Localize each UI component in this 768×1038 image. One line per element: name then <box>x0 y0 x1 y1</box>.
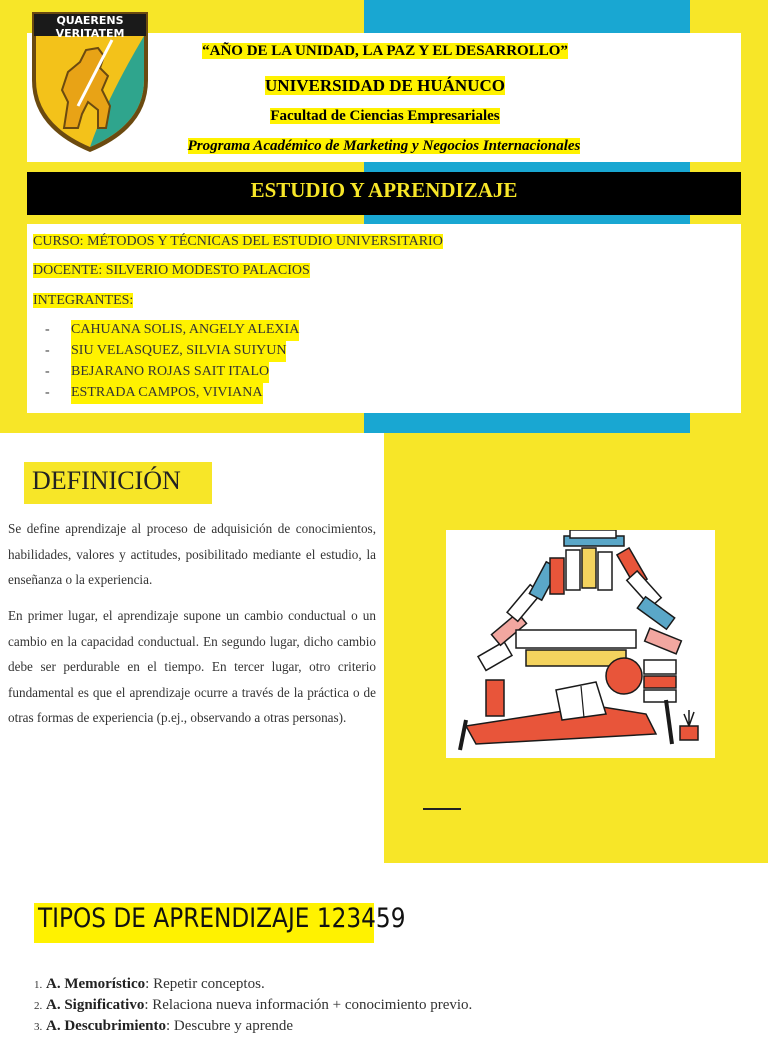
definition-paragraph-1: Se define aprendizaje al proceso de adquisición de conocimientos, habilidades, valores y actitudes, posibilitado mediante el estudio, la enseñanza o la experiencia. <box>8 521 376 587</box>
list-item: 3. A. Descubrimiento: Descubre y aprende <box>34 1018 294 1034</box>
document-title: ESTUDIO Y APRENDIZAJE <box>250 178 518 202</box>
tipos-list <box>34 974 472 1037</box>
list-item: 2. A. Significativo: Relaciona nueva información + conocimiento previo. <box>34 997 473 1013</box>
list-item: - CAHUANA SOLIS, ANGELY ALEXIA <box>45 320 299 341</box>
tipos-heading: TIPOS DE APRENDIZAJE 123459 <box>38 903 406 934</box>
university-name: UNIVERSIDAD DE HUÁNUCO <box>265 76 505 95</box>
list-item: - SIU VELASQUEZ, SILVIA SUIYUN <box>45 341 299 362</box>
members-list <box>45 320 299 404</box>
members-label: INTEGRANTES: <box>33 293 134 308</box>
list-item: - BEJARANO ROJAS SAIT ITALO <box>45 362 299 383</box>
definition-heading: DEFINICIÓN <box>32 466 181 495</box>
definition-paragraph-2: En primer lugar, el aprendizaje supone un cambio conductual o un cambio en la capacidad conductual. En segundo lugar, dicho cambio debe ser perdurable en el tiempo. En tercer lugar, otro criterio fundamental es que el aprendizaje ocurre a través de la práctica o de otras formas de experiencia (p.ej., observando a otras personas). <box>8 608 376 725</box>
crest-motto: QUAERENS VERITATEM <box>55 14 125 40</box>
faculty-name: Facultad de Ciencias Empresariales <box>270 108 500 124</box>
list-item: 1. A. Memorístico: Repetir conceptos. <box>34 976 265 992</box>
list-item: - ESTRADA CAMPOS, VIVIANA <box>45 383 299 404</box>
reading-books-illustration <box>446 530 715 758</box>
divider <box>423 808 461 810</box>
year-motto: “AÑO DE LA UNIDAD, LA PAZ Y EL DESARROLLO” <box>202 43 568 59</box>
teacher-line: DOCENTE: SILVERIO MODESTO PALACIOS <box>33 263 310 278</box>
course-line: CURSO: MÉTODOS Y TÉCNICAS DEL ESTUDIO UNIVERSITARIO <box>33 234 443 249</box>
program-name: Programa Académico de Marketing y Negocios Internacionales <box>187 138 581 154</box>
